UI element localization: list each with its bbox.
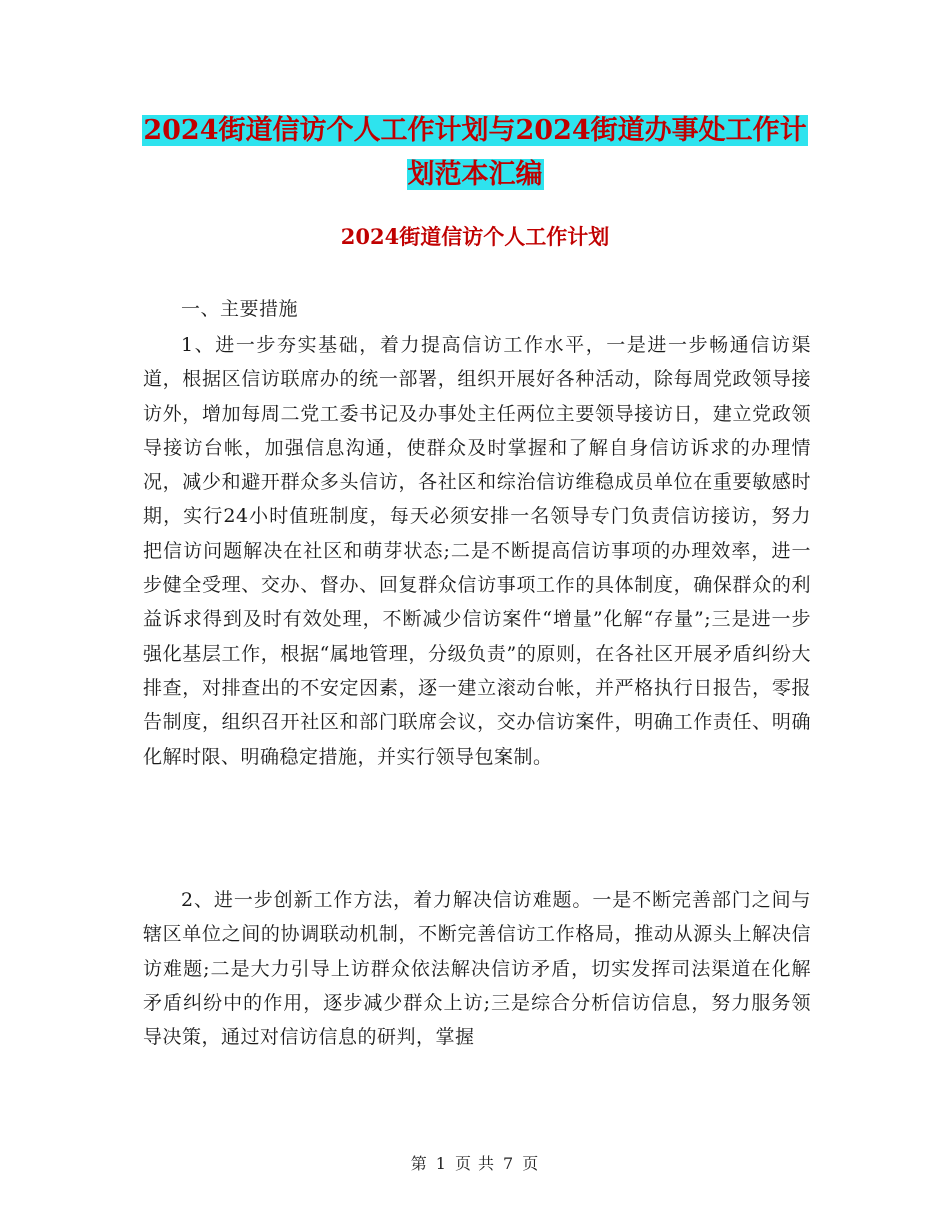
title-highlight: 2024街道信访个人工作计划与2024街道办事处工作计 <box>143 115 807 146</box>
footer-suffix: 页 <box>522 1154 540 1173</box>
page-footer <box>0 1152 950 1176</box>
page-number: 1 <box>435 1154 447 1173</box>
document-title-line-1 <box>0 108 950 154</box>
paragraph-block-1 <box>143 328 811 774</box>
page-total: 7 <box>503 1154 515 1173</box>
subheading: 一、主要措施 <box>181 298 299 320</box>
section-heading: 2024街道信访个人工作计划 <box>340 224 610 249</box>
body-paragraph: 1、进一步夯实基础，着力提高信访工作水平，一是进一步畅通信访渠道，根据区信访联席办的统一部署，组织开展好各种活动，除每周党政领导接访外，增加每周二党工委书记及办事处主任两位主要领导接访日，建立党政领导接访台帐，加强信息沟通，使群众及时掌握和了解自身信访诉求的办理情况，减少和避开群众多头信访，各社区和综治信访维稳成员单位在重要敏感时期，实行24小时值班制度，每天必须安排一名领导专门负责信访接访，努力把信访问题解决在社区和萌芽状态;二是不断提高信访事项的办理效率，进一步健全受理、交办、督办、回复群众信访事项工作的具体制度，确保群众的利益诉求得到及时有效处理，不断减少信访案件“增量”化解“存量”;三是进一步强化基层工作，根据“属地管理，分级负责”的原则，在各社区开展矛盾纠纷大排查，对排查出的不安定因素，逐一建立滚动台帐，并严格执行日报告，零报告制度，组织召开社区和部门联席会议，交办信访案件，明确工作责任、明确化解时限、明确稳定措施，并实行领导包案制。 <box>143 334 811 768</box>
paragraph-block-2 <box>143 883 811 1054</box>
body-paragraph: 2、进一步创新工作方法，着力解决信访难题。一是不断完善部门之间与辖区单位之间的协调联动机制，不断完善信访工作格局，推动从源头上解决信访难题;二是大力引导上访群众依法解决信访矛盾，切实发挥司法渠道在化解矛盾纠纷中的作用，逐步减少群众上访;三是综合分析信访信息，努力服务领导决策，通过对信访信息的研判，掌握 <box>143 889 811 1049</box>
title-highlight: 划范本汇编 <box>407 159 543 190</box>
footer-middle: 页 共 <box>454 1154 496 1173</box>
footer-prefix: 第 <box>410 1154 428 1173</box>
document-title-line-2 <box>0 152 950 198</box>
subheading-block <box>143 292 811 326</box>
